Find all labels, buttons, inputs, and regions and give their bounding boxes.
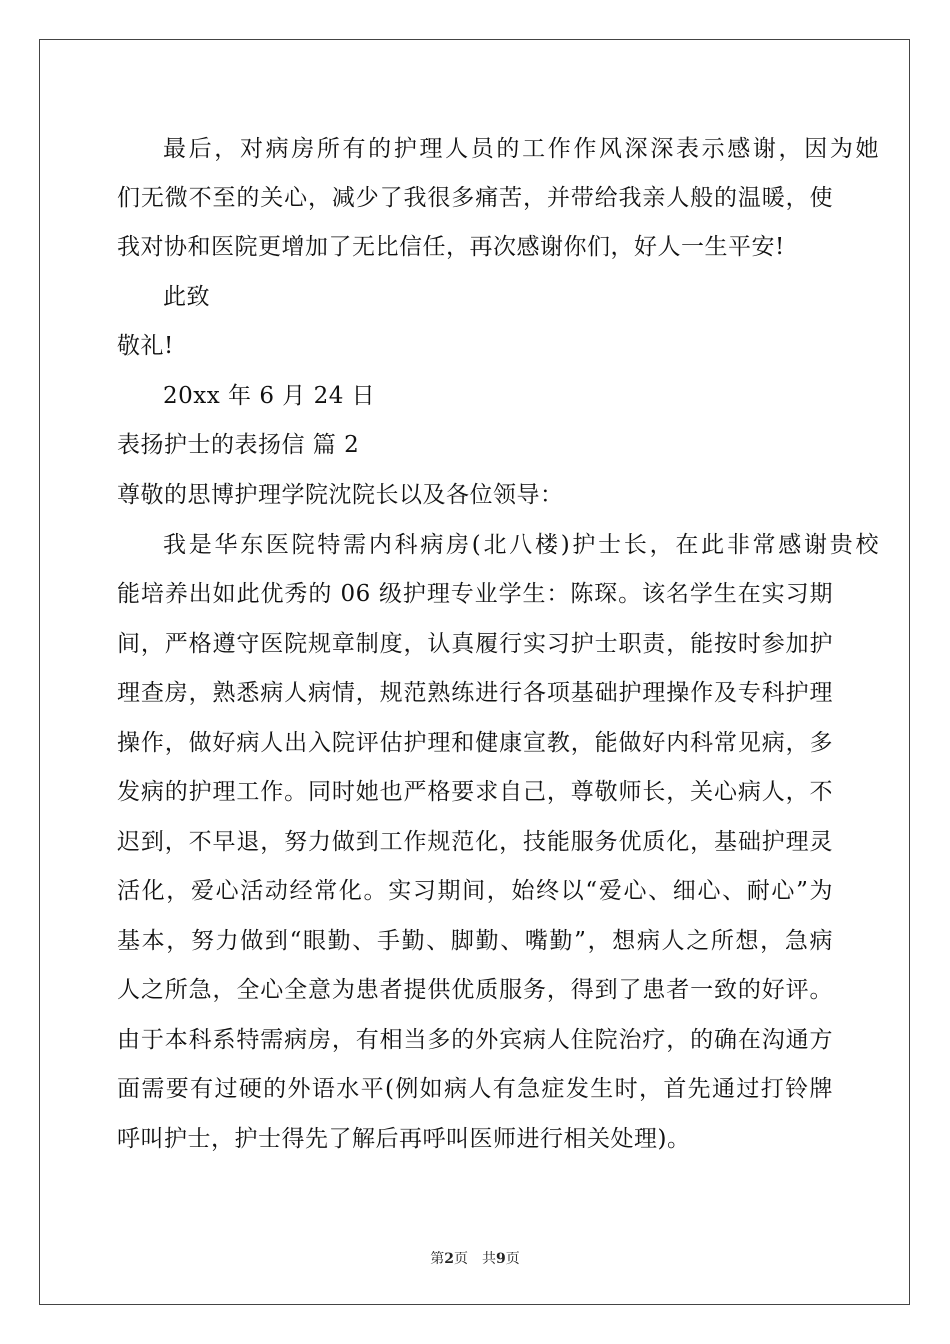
letter-date: 20xx 年 6 月 24 日 (163, 383, 376, 409)
paragraph-line: 最后，对病房所有的护理人员的工作作风深深表示感谢，因为她 (163, 136, 879, 162)
paragraph-line: 们无微不至的关心，减少了我很多痛苦，并带给我亲人般的温暖，使 (117, 185, 833, 211)
paragraph-line: 面需要有过硬的外语水平(例如病人有急症发生时，首先通过打铃牌 (117, 1076, 833, 1102)
paragraph-line: 迟到，不早退，努力做到工作规范化，技能服务优质化，基础护理灵 (117, 829, 833, 855)
paragraph-line: 呼叫护士，护士得先了解后再呼叫医师进行相关处理)。 (117, 1126, 691, 1152)
paragraph-line: 人之所急，全心全意为患者提供优质服务，得到了患者一致的好评。 (117, 977, 833, 1003)
total-label-suffix: 页 (505, 1251, 520, 1267)
paragraph-line: 我是华东医院特需内科病房(北八楼)护士长，在此非常感谢贵校 (163, 532, 879, 558)
total-page-number: 9 (496, 1251, 506, 1267)
total-label-prefix: 共 (482, 1251, 496, 1267)
paragraph-line: 能培养出如此优秀的 06 级护理专业学生：陈琛。该名学生在实习期 (117, 581, 833, 607)
paragraph-line: 操作，做好病人出入院评估护理和健康宣教，能做好内科常见病，多 (117, 730, 833, 756)
paragraph-line: 间，严格遵守医院规章制度，认真履行实习护士职责，能按时参加护 (117, 631, 833, 657)
letter-greeting: 尊敬的思博护理学院沈院长以及各位领导： (117, 482, 564, 508)
closing-regards: 敬礼! (117, 333, 174, 359)
paragraph-line: 基本，努力做到“眼勤、手勤、脚勤、嘴勤”，想病人之所想，急病 (117, 928, 833, 954)
page-label-suffix: 页 (454, 1251, 468, 1267)
section-heading: 表扬护士的表扬信 篇 2 (117, 432, 360, 458)
paragraph-line: 由于本科系特需病房，有相当多的外宾病人住院治疗，的确在沟通方 (117, 1027, 833, 1053)
paragraph-line: 活化，爱心活动经常化。实习期间，始终以“爱心、细心、耐心”为 (117, 878, 833, 904)
closing-salutation: 此致 (163, 284, 210, 310)
paragraph-line: 发病的护理工作。同时她也严格要求自己，尊敬师长，关心病人，不 (117, 779, 833, 805)
page-label-prefix: 第 (430, 1251, 445, 1267)
paragraph-line: 我对协和医院更增加了无比信任，再次感谢你们，好人一生平安! (117, 234, 785, 260)
page-footer (0, 1248, 950, 1268)
paragraph-line: 理查房，熟悉病人病情，规范熟练进行各项基础护理操作及专科护理 (117, 680, 833, 706)
current-page-number: 2 (444, 1251, 454, 1267)
page-border (39, 39, 910, 1305)
